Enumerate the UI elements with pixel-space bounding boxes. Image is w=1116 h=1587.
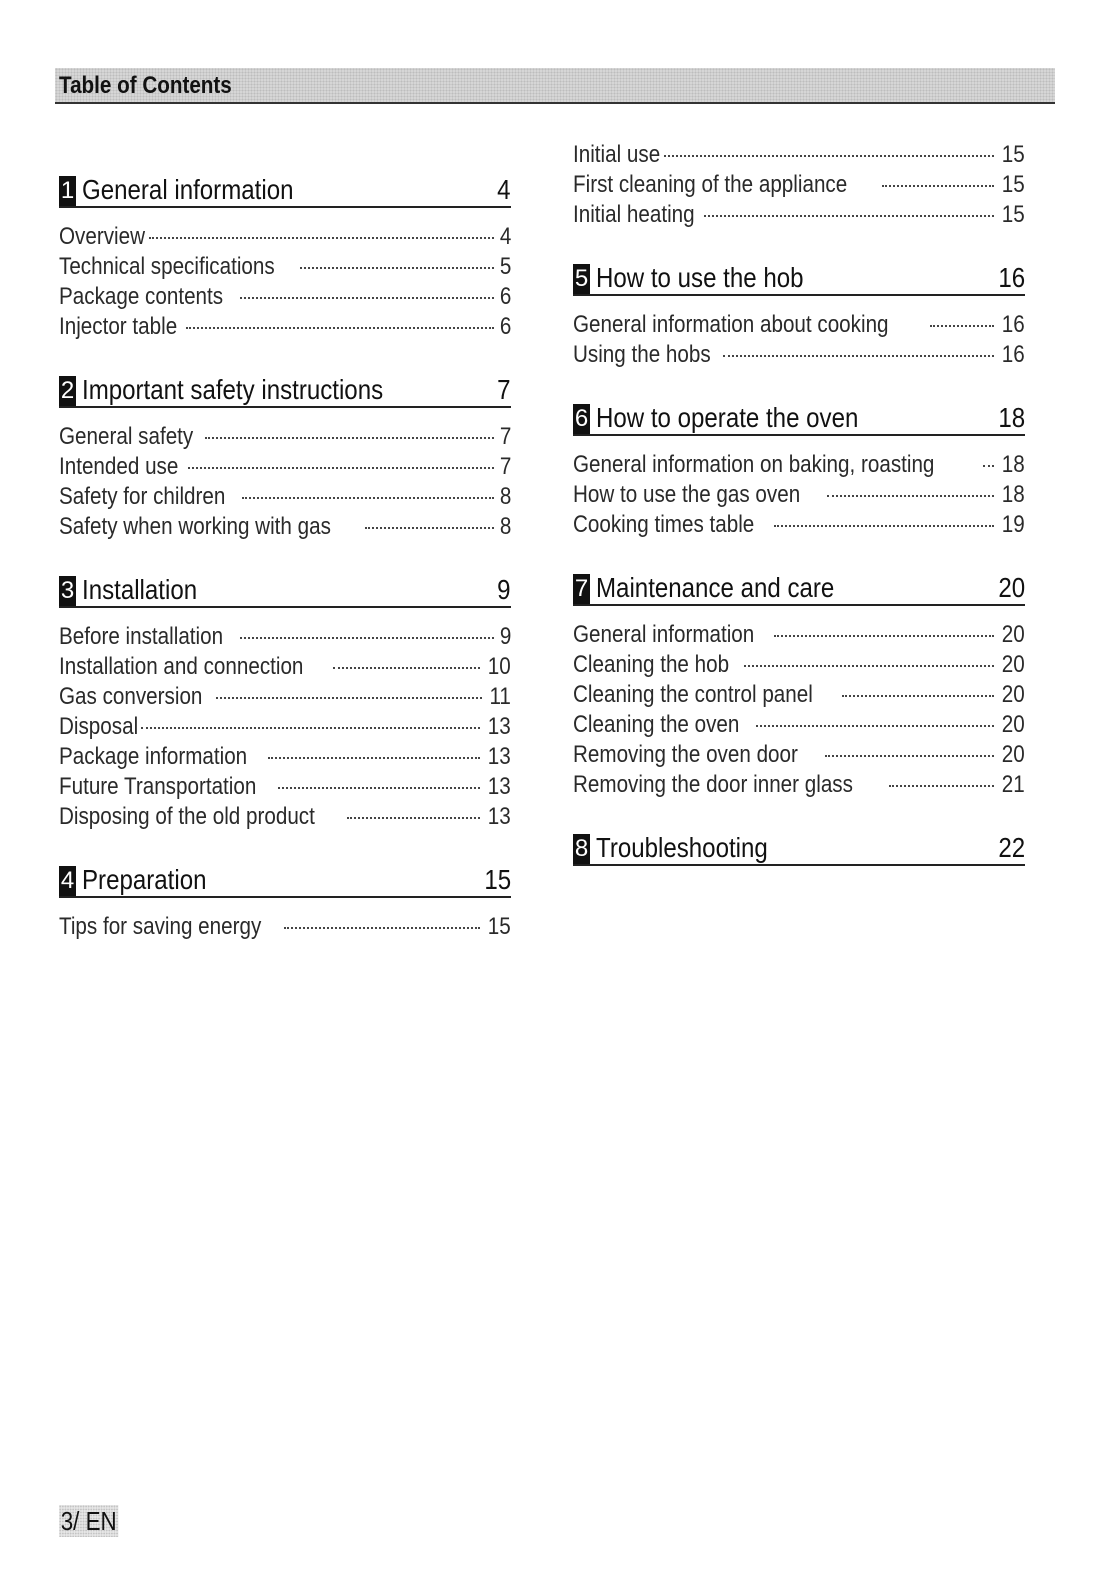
dot-leader: [930, 325, 994, 327]
section-title: Important safety instructions: [82, 374, 384, 405]
dot-leader: [300, 267, 494, 269]
toc-entry[interactable]: [573, 510, 1025, 540]
dot-leader: [664, 155, 994, 157]
section-entries: [59, 622, 511, 832]
toc-entry-page: 15: [1002, 171, 1025, 198]
toc-entry-page: 7: [499, 423, 511, 450]
toc-entry-label: Technical specifications: [59, 253, 275, 280]
section-heading[interactable]: [573, 258, 1025, 296]
section-page: 20: [998, 572, 1025, 603]
toc-entry-page: 13: [488, 773, 511, 800]
section-title: General information: [82, 174, 294, 205]
toc-entry[interactable]: [573, 200, 1025, 230]
section-entries: [59, 222, 511, 342]
section-number-badge: 1: [60, 177, 75, 204]
toc-entry[interactable]: [573, 310, 1025, 340]
toc-entry-page: 10: [488, 653, 511, 680]
toc-entry-page: 5: [499, 253, 511, 280]
toc-entry[interactable]: [573, 170, 1025, 200]
toc-entry-page: 20: [1002, 651, 1025, 678]
dot-leader: [188, 467, 494, 469]
section-title: Preparation: [82, 864, 207, 895]
toc-entry-label: Overview: [59, 223, 146, 250]
toc-entry-page: 13: [488, 743, 511, 770]
toc-entry[interactable]: [573, 680, 1025, 710]
toc-entry[interactable]: [573, 450, 1025, 480]
dot-leader: [842, 695, 994, 697]
dot-leader: [704, 215, 994, 217]
toc-entry-label: How to use the gas oven: [573, 481, 801, 508]
dot-leader: [365, 527, 493, 529]
dot-leader: [889, 785, 995, 787]
toc-entry[interactable]: [59, 712, 511, 742]
dot-leader: [268, 757, 481, 759]
toc-entry[interactable]: [59, 422, 511, 452]
toc-entry[interactable]: [59, 222, 511, 252]
dot-leader: [141, 727, 480, 729]
toc-entry-page: 8: [499, 513, 511, 540]
toc-entry[interactable]: [59, 622, 511, 652]
dot-leader: [333, 667, 480, 669]
section-page: 15: [484, 864, 511, 895]
dot-leader: [347, 817, 481, 819]
section-title: How to operate the oven: [596, 402, 859, 433]
section-title: Maintenance and care: [596, 572, 835, 603]
page-number: 3/ EN: [60, 1506, 117, 1536]
section-entries: [573, 450, 1025, 540]
dot-leader: [216, 697, 482, 699]
toc-entry-page: 13: [488, 713, 511, 740]
toc-entry-label: First cleaning of the appliance: [573, 171, 848, 198]
dot-leader: [240, 297, 494, 299]
toc-entry[interactable]: [573, 340, 1025, 370]
dot-leader: [240, 637, 494, 639]
toc-entry[interactable]: [573, 770, 1025, 800]
toc-entry[interactable]: [59, 912, 511, 942]
section-number-badge: 6: [574, 405, 589, 432]
toc-entry[interactable]: [59, 682, 511, 712]
toc-entry-page: 19: [1002, 511, 1025, 538]
section-number-badge: 5: [574, 265, 589, 292]
section-entries: [59, 422, 511, 542]
toc-entry-page: 8: [499, 483, 511, 510]
toc-entry-page: 15: [1002, 141, 1025, 168]
toc-entry-label: Cleaning the oven: [573, 711, 740, 738]
section-number-badge: 4: [60, 867, 75, 894]
toc-entry-page: 6: [499, 283, 511, 310]
toc-entry-page: 4: [499, 223, 511, 250]
toc-entry-label: General information about cooking: [573, 311, 889, 338]
toc-header-bar: [55, 68, 1055, 104]
section-entries: [573, 310, 1025, 370]
dot-leader: [284, 927, 480, 929]
toc-entry-label: Safety when working with gas: [59, 513, 331, 540]
toc-entry-label: Initial use: [573, 141, 661, 168]
section-title: How to use the hob: [596, 262, 804, 293]
section-heading[interactable]: [59, 370, 511, 408]
toc-entry-page: 15: [1002, 201, 1025, 228]
section-heading[interactable]: [573, 828, 1025, 866]
toc-entry[interactable]: [59, 482, 511, 512]
toc-entry[interactable]: [573, 480, 1025, 510]
dot-leader: [205, 437, 494, 439]
dot-leader: [242, 497, 493, 499]
section-entries: [59, 912, 511, 942]
toc-entry[interactable]: [59, 802, 511, 832]
dot-leader: [186, 327, 493, 329]
toc-entry-page: 18: [1002, 451, 1025, 478]
section-heading[interactable]: [573, 398, 1025, 436]
toc-entry-label: General information: [573, 621, 755, 648]
toc-entry-label: Disposing of the old product: [59, 803, 315, 830]
dot-leader: [278, 787, 480, 789]
section-page: 16: [998, 262, 1025, 293]
toc-entry-label: Using the hobs: [573, 341, 711, 368]
dot-leader: [882, 185, 994, 187]
toc-entry[interactable]: [59, 312, 511, 342]
toc-entry[interactable]: [59, 772, 511, 802]
toc-left-column: [59, 140, 511, 970]
toc-entry-label: Package information: [59, 743, 248, 770]
dot-leader: [827, 495, 994, 497]
toc-entry-page: 21: [1002, 771, 1025, 798]
toc-entry-label: Cooking times table: [573, 511, 755, 538]
dot-leader: [744, 665, 994, 667]
section-number-badge: 8: [574, 835, 589, 862]
section-number-badge: 7: [574, 575, 589, 602]
toc-entry-page: 16: [1002, 341, 1025, 368]
toc-entry-label: Intended use: [59, 453, 179, 480]
section-entries: [573, 620, 1025, 800]
toc-entry[interactable]: [573, 140, 1025, 170]
toc-entry-label: Tips for saving energy: [59, 913, 262, 940]
toc-entry-page: 7: [499, 453, 511, 480]
dot-leader: [774, 525, 995, 527]
toc-entry-page: 16: [1002, 311, 1025, 338]
section-page: 22: [998, 832, 1025, 863]
toc-entry-page: 20: [1002, 741, 1025, 768]
toc-entry-label: Initial heating: [573, 201, 695, 228]
dot-leader: [723, 355, 994, 357]
section-title: Installation: [82, 574, 198, 605]
toc-entry-label: Safety for children: [59, 483, 226, 510]
toc-entry-label: Removing the oven door: [573, 741, 798, 768]
toc-entry-page: 20: [1002, 681, 1025, 708]
toc-entry-label: General safety: [59, 423, 194, 450]
section-heading[interactable]: [59, 860, 511, 898]
toc-entry[interactable]: [573, 740, 1025, 770]
toc-entry[interactable]: [59, 652, 511, 682]
toc-entry-label: Installation and connection: [59, 653, 304, 680]
toc-entry-label: Cleaning the control panel: [573, 681, 813, 708]
toc-entry-label: Injector table: [59, 313, 178, 340]
section-heading[interactable]: [59, 170, 511, 208]
section-number-badge: 3: [60, 577, 75, 604]
dot-leader: [774, 635, 995, 637]
toc-entry[interactable]: [59, 282, 511, 312]
toc-entry[interactable]: [573, 650, 1025, 680]
dot-leader: [756, 725, 994, 727]
toc-entry-page: 20: [1002, 621, 1025, 648]
toc-entry[interactable]: [573, 620, 1025, 650]
toc-entry-page: 18: [1002, 481, 1025, 508]
toc-entry-label: Disposal: [59, 713, 139, 740]
toc-entry-label: General information on baking, roasting: [573, 451, 935, 478]
toc-entry[interactable]: [59, 742, 511, 772]
dot-leader: [149, 237, 494, 239]
toc-entry-label: Future Transportation: [59, 773, 257, 800]
dot-leader: [983, 465, 994, 467]
toc-right-column: [573, 140, 1025, 894]
section-title: Troubleshooting: [596, 832, 768, 863]
section-number-badge: 2: [60, 377, 75, 404]
toc-entry-label: Removing the door inner glass: [573, 771, 853, 798]
toc-entry-label: Gas conversion: [59, 683, 203, 710]
section-page: 4: [497, 174, 511, 205]
toc-entry-page: 11: [489, 683, 511, 710]
section-page: 9: [497, 574, 511, 605]
toc-entry-label: Package contents: [59, 283, 224, 310]
section-heading[interactable]: [573, 568, 1025, 606]
section-heading[interactable]: [59, 570, 511, 608]
toc-entry-page: 20: [1002, 711, 1025, 738]
toc-entry-page: 6: [499, 313, 511, 340]
toc-entry-label: Before installation: [59, 623, 224, 650]
toc-entry[interactable]: [573, 710, 1025, 740]
section-page: 7: [497, 374, 511, 405]
dot-leader: [825, 755, 995, 757]
continued-entries: [573, 140, 1025, 230]
toc-entry[interactable]: [59, 252, 511, 282]
toc-title: Table of Contents: [59, 72, 232, 99]
section-page: 18: [998, 402, 1025, 433]
toc-entry-label: Cleaning the hob: [573, 651, 730, 678]
toc-entry[interactable]: [59, 512, 511, 542]
toc-entry-page: 13: [488, 803, 511, 830]
toc-entry-page: 9: [499, 623, 511, 650]
toc-entry[interactable]: [59, 452, 511, 482]
toc-entry-page: 15: [488, 913, 511, 940]
